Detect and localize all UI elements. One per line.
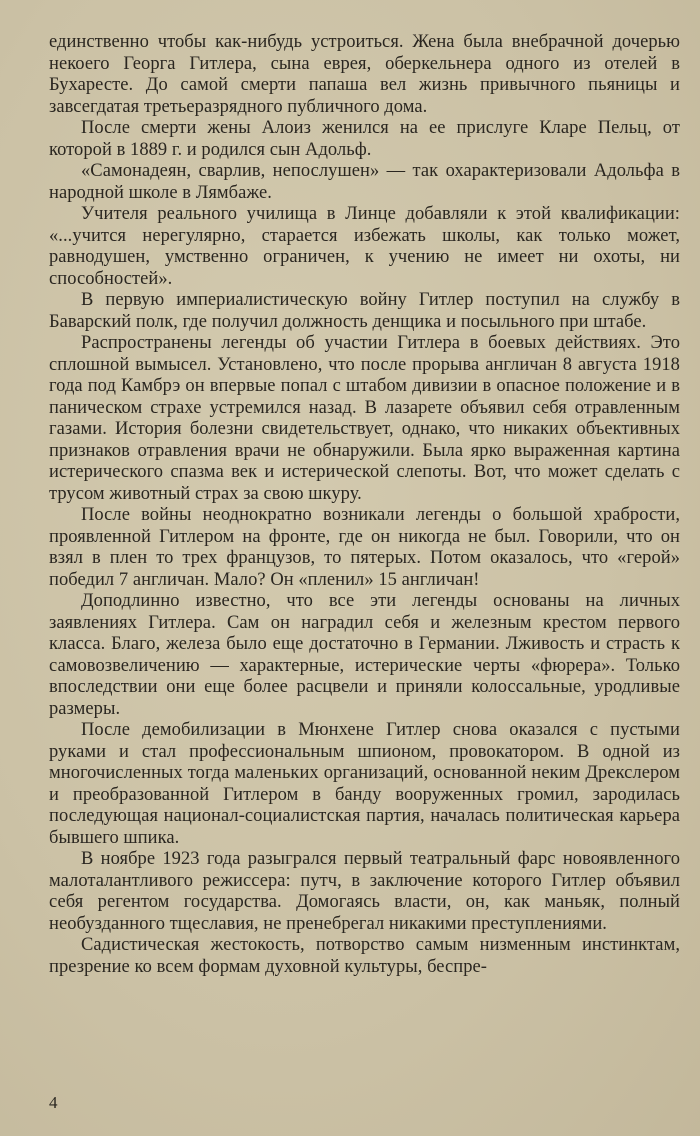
- body-text: [49, 32, 680, 978]
- paragraph-postwar-legends: После войны неоднократно возникали легенды о большой храбрости, проявленной Гитлером на фронте, где он никогда не был. Говорили, что он взял в плен то трех французов, то пятерых. Потом оказалось, что «герой» победил 7 англичан. Мало? Он «пленил» 15 англичан!: [49, 505, 680, 590]
- paragraph-sadistic-cruelty: Садистическая жестокость, потворство самым низменным инстинктам, презрение ко всем формам духовной культуры, беспре-: [49, 935, 680, 977]
- paragraph-alois-marriage: После смерти жены Алоиз женился на ее прислуге Кларе Пельц, от которой в 1889 г. и родился сын Адольф.: [49, 118, 680, 160]
- paragraph-putsch-1923: В ноябре 1923 года разыгрался первый театральный фарс новоявленного малоталантливого режиссера: путч, в заключение которого Гитлер объявил себя регентом государства. Домогаясь власти, он, как маньяк, полный необузданного тщеславия, не пренебрегал никакими преступлениями.: [49, 849, 680, 934]
- paragraph-linz-teachers: Учителя реального училища в Линце добавляли к этой квалификации: «...учится нерегулярно, старается избежать школы, как только может, равнодушен, умственно ограничен, к учению не имеет ни охоты, ни способностей».: [49, 204, 680, 289]
- paragraph-iron-cross: Доподлинно известно, что все эти легенды основаны на личных заявлениях Гитлера. Сам он наградил себя и железным крестом первого класса. Благо, железа было еще достаточно в Германии. Лживость и страсть к самовозвеличению — характерные, истерические черты «фюрера». Только впоследствии они еще более расцвели и приняли колоссальные, уродливые размеры.: [49, 591, 680, 719]
- paragraph-school-characterization: «Самонадеян, сварлив, непослушен» — так охарактеризовали Адольфа в народной школе в Лямбаже.: [49, 161, 680, 203]
- paragraph-continued: единственно чтобы как-нибудь устроиться. Жена была внебрачной дочерью некоего Георга Гитлера, сына еврея, оберкельнера одного из отелей в Бухаресте. До самой смерти папаша вел жизнь привычного пьяницы и завсегдатая третьеразрядного публичного дома.: [49, 32, 680, 117]
- paragraph-combat-legends: Распространены легенды об участии Гитлера в боевых действиях. Это сплошной вымысел. Установлено, что после прорыва англичан 8 августа 1918 года под Камбрэ он впервые попал с штабом дивизии в опасное положение и в паническом страхе устремился назад. В лазарете объявил себя отравленным газами. История болезни свидетельствует, однако, что никаких объективных признаков отравления врачи не обнаружили. Была ярко выраженная картина истерического спазма век и истерической слепоты. Вот, что может сделать с трусом животный страх за свою шкуру.: [49, 333, 680, 504]
- paragraph-demobilization: После демобилизации в Мюнхене Гитлер снова оказался с пустыми руками и стал профессиональным шпионом, провокатором. В одной из многочисленных тогда маленьких организаций, основанной неким Дрекслером и преобразованной Гитлером в банду вооруженных громил, зародилась последующая национал-социалистская партия, началась политическая карьера бывшего шпика.: [49, 720, 680, 848]
- paragraph-first-war: В первую империалистическую войну Гитлер поступил на службу в Баварский полк, где получил должность денщика и посыльного при штабе.: [49, 290, 680, 332]
- page-number: 4: [49, 1093, 58, 1112]
